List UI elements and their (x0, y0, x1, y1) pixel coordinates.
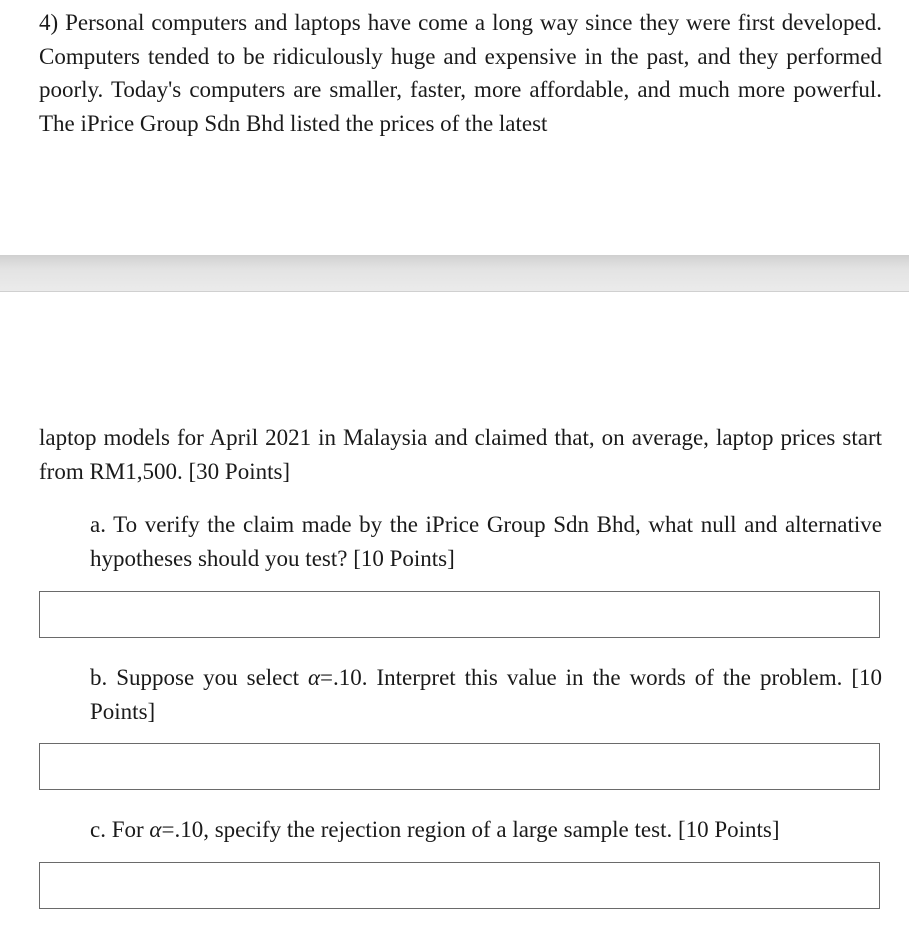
part-b-answer-field[interactable] (39, 743, 880, 790)
part-b-suffix: =.10. Interpret this value in the words of the problem. [10 Points] (90, 665, 882, 724)
part-c-prefix: c. For (90, 817, 150, 842)
part-c-prompt (90, 813, 882, 847)
part-a-prompt: a. To verify the claim made by the iPrice Group Sdn Bhd, what null and alternative hypotheses should you test? [10 Points] (90, 512, 882, 571)
part-b-prompt (90, 661, 882, 728)
page-divider (0, 255, 909, 292)
question-intro-continuation: laptop models for April 2021 in Malaysia and claimed that, on average, laptop prices start from RM1,500. [30 Points] (39, 425, 882, 484)
part-a-answer-field[interactable] (39, 591, 880, 638)
part-b-prefix: b. Suppose you select (90, 665, 308, 690)
alpha-symbol: α (307, 665, 321, 690)
alpha-symbol: α (149, 817, 162, 842)
part-c-suffix: =.10, specify the rejection region of a large sample test. [10 Points] (161, 817, 780, 842)
part-c-answer-field[interactable] (39, 862, 880, 909)
question-intro-text: 4) Personal computers and laptops have come a long way since they were first developed. Computers tended to be ridiculously huge and expensive in the past, and they performed poorly. Today's computers are smaller, faster, more affordable, and much more powerful. The iPrice Group Sdn Bhd listed the prices of the latest (39, 10, 882, 136)
